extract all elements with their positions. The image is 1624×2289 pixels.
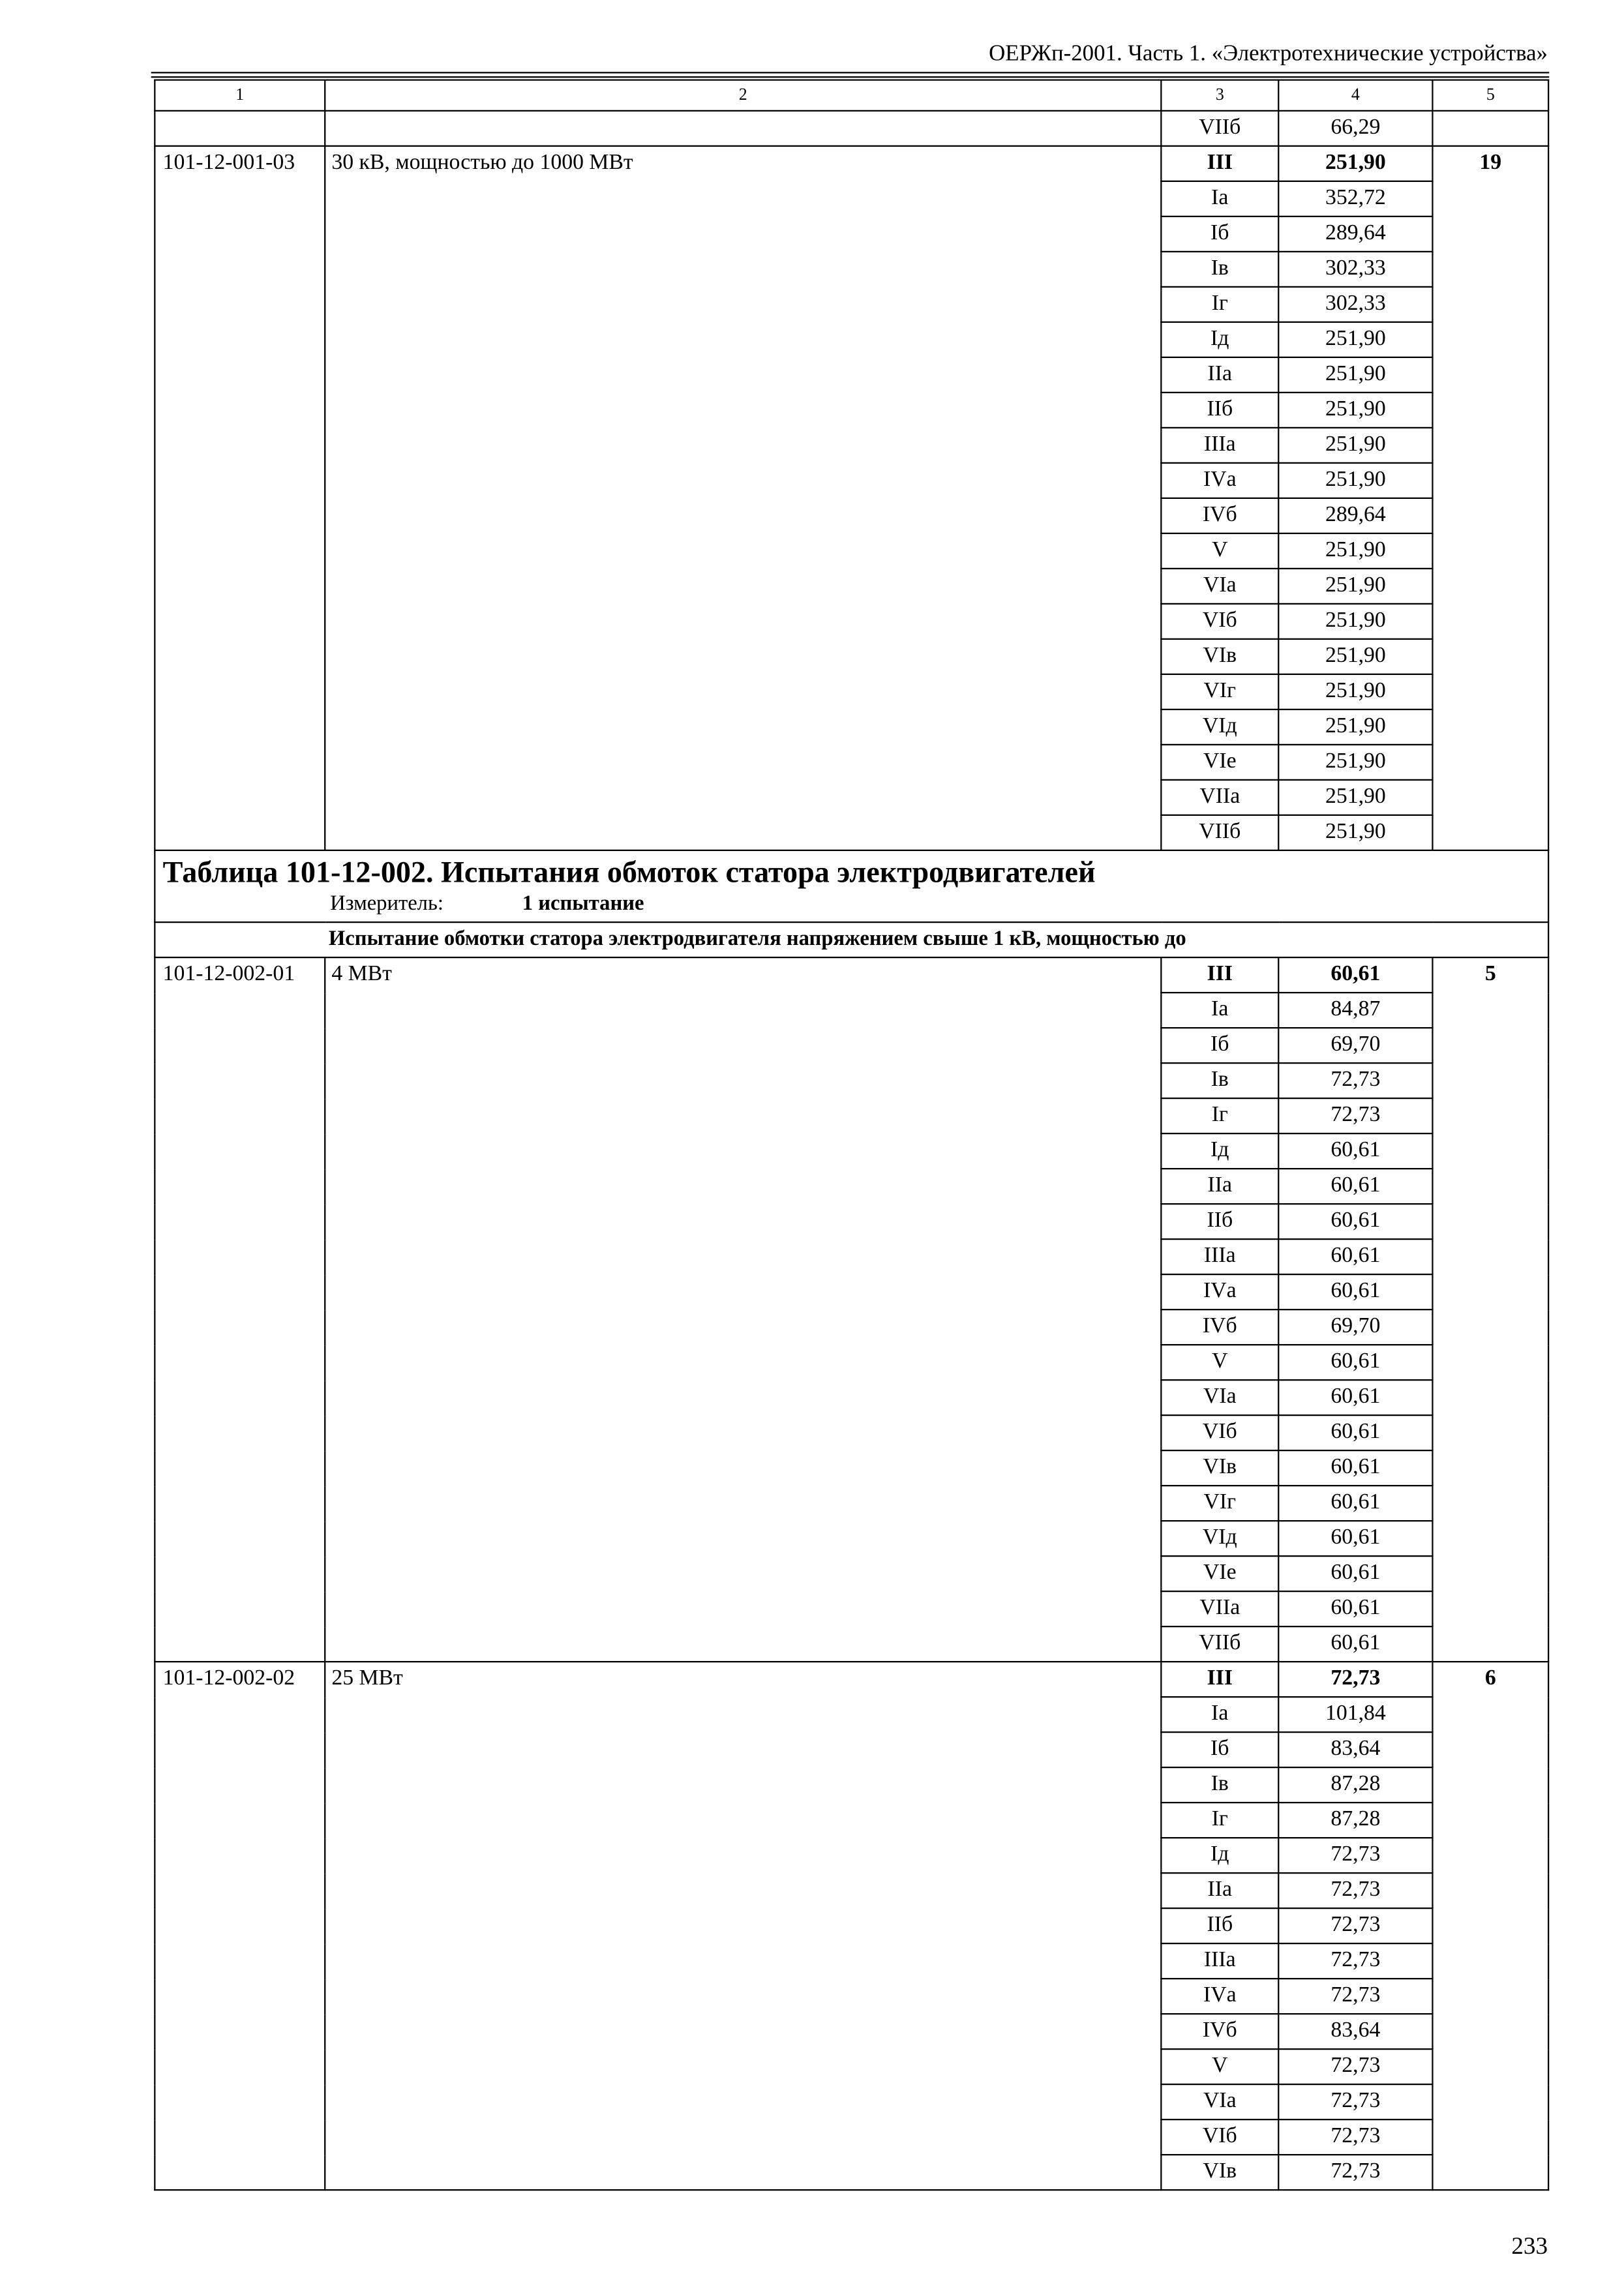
value-cell: 72,73 bbox=[1278, 2084, 1432, 2119]
value-cell: 72,73 bbox=[1278, 1908, 1432, 1943]
value-cell: 251,90 bbox=[1278, 745, 1432, 780]
category-cell: III bbox=[1161, 1662, 1278, 1697]
category-cell: Iд bbox=[1161, 1838, 1278, 1873]
category-cell: Iд bbox=[1161, 1133, 1278, 1169]
column-number: 1 bbox=[155, 80, 325, 111]
value-cell: 251,90 bbox=[1278, 146, 1432, 181]
category-cell: VIе bbox=[1161, 745, 1278, 780]
category-cell: Iв bbox=[1161, 1063, 1278, 1098]
value-cell: 251,90 bbox=[1278, 463, 1432, 498]
category-cell: Iб bbox=[1161, 217, 1278, 252]
value-cell: 251,90 bbox=[1278, 780, 1432, 815]
category-cell: Iв bbox=[1161, 1767, 1278, 1803]
code-cell: 101-12-002-02 bbox=[155, 1662, 325, 2190]
meter-label: Измеритель: bbox=[330, 892, 444, 916]
table-caption-cell bbox=[155, 850, 1548, 922]
value-cell: 69,70 bbox=[1278, 1028, 1432, 1063]
category-cell: IIа bbox=[1161, 357, 1278, 393]
category-cell: VIг bbox=[1161, 1486, 1278, 1521]
value-cell: 101,84 bbox=[1278, 1697, 1432, 1732]
category-cell: VIIб bbox=[1161, 815, 1278, 850]
page-number: 233 bbox=[1511, 2232, 1548, 2260]
description-cell bbox=[325, 111, 1161, 146]
description-cell: 30 кВ, мощностью до 1000 МВт bbox=[325, 146, 1161, 850]
category-cell: VIб bbox=[1161, 2119, 1278, 2155]
value-cell: 251,90 bbox=[1278, 569, 1432, 604]
value-cell: 83,64 bbox=[1278, 2014, 1432, 2049]
price-table bbox=[154, 80, 1549, 2191]
value-cell: 60,61 bbox=[1278, 1345, 1432, 1380]
meter-value: 1 испытание bbox=[522, 892, 644, 916]
value-cell: 289,64 bbox=[1278, 498, 1432, 533]
value-cell: 60,61 bbox=[1278, 1450, 1432, 1486]
column-number: 2 bbox=[325, 80, 1161, 111]
value-cell: 302,33 bbox=[1278, 287, 1432, 322]
column-number: 5 bbox=[1432, 80, 1548, 111]
category-cell: VIIб bbox=[1161, 1626, 1278, 1662]
value-cell: 251,90 bbox=[1278, 357, 1432, 393]
value-cell: 251,90 bbox=[1278, 428, 1432, 463]
value-cell: 60,61 bbox=[1278, 1521, 1432, 1556]
category-cell: IVа bbox=[1161, 1274, 1278, 1309]
category-cell: V bbox=[1161, 1345, 1278, 1380]
value-cell: 302,33 bbox=[1278, 252, 1432, 287]
category-cell: Iв bbox=[1161, 252, 1278, 287]
category-cell: V bbox=[1161, 2049, 1278, 2084]
category-cell: VIIа bbox=[1161, 1591, 1278, 1626]
column-number: 3 bbox=[1161, 80, 1278, 111]
table-title: Таблица 101-12-002. Испытания обмоток статора электродвигателей bbox=[162, 857, 1096, 890]
value-cell: 60,61 bbox=[1278, 1626, 1432, 1662]
column-number: 4 bbox=[1278, 80, 1432, 111]
category-cell: VIв bbox=[1161, 639, 1278, 674]
value-cell: 251,90 bbox=[1278, 322, 1432, 357]
value-cell: 60,61 bbox=[1278, 1486, 1432, 1521]
total-cell: 6 bbox=[1432, 1662, 1548, 2190]
category-cell: IIб bbox=[1161, 393, 1278, 428]
value-cell: 251,90 bbox=[1278, 393, 1432, 428]
code-cell bbox=[155, 111, 325, 146]
header-rule bbox=[151, 76, 1550, 78]
section-title-row bbox=[155, 922, 1548, 957]
value-cell: 60,61 bbox=[1278, 1591, 1432, 1626]
description-cell: 25 МВт bbox=[325, 1662, 1161, 2190]
code-cell: 101-12-001-03 bbox=[155, 146, 325, 850]
value-cell: 289,64 bbox=[1278, 217, 1432, 252]
value-cell: 72,73 bbox=[1278, 1979, 1432, 2014]
value-cell: 66,29 bbox=[1278, 111, 1432, 146]
category-cell: VIг bbox=[1161, 674, 1278, 710]
value-cell: 251,90 bbox=[1278, 815, 1432, 850]
code-cell: 101-12-002-01 bbox=[155, 957, 325, 1662]
value-cell: 60,61 bbox=[1278, 957, 1432, 993]
category-cell: VIв bbox=[1161, 2155, 1278, 2190]
value-cell: 72,73 bbox=[1278, 1063, 1432, 1098]
value-cell: 251,90 bbox=[1278, 604, 1432, 639]
value-cell: 352,72 bbox=[1278, 181, 1432, 217]
category-cell: IVб bbox=[1161, 2014, 1278, 2049]
category-cell: VIа bbox=[1161, 2084, 1278, 2119]
continuation-row bbox=[155, 111, 1548, 146]
category-cell: VIа bbox=[1161, 1380, 1278, 1415]
category-cell: IIIа bbox=[1161, 1943, 1278, 1979]
value-cell: 69,70 bbox=[1278, 1309, 1432, 1345]
category-cell: Iа bbox=[1161, 993, 1278, 1028]
category-cell: Iг bbox=[1161, 287, 1278, 322]
value-cell: 251,90 bbox=[1278, 710, 1432, 745]
total-cell bbox=[1432, 111, 1548, 146]
value-cell: 251,90 bbox=[1278, 639, 1432, 674]
category-cell: IVа bbox=[1161, 463, 1278, 498]
value-cell: 60,61 bbox=[1278, 1169, 1432, 1204]
category-cell: III bbox=[1161, 146, 1278, 181]
value-cell: 251,90 bbox=[1278, 674, 1432, 710]
total-cell: 5 bbox=[1432, 957, 1548, 1662]
running-header: ОЕРЖп-2001. Часть 1. «Электротехнические устройства» bbox=[989, 41, 1548, 67]
category-cell: IVб bbox=[1161, 498, 1278, 533]
section-title: Испытание обмотки статора электродвигателя напряжением свыше 1 кВ, мощностью до bbox=[155, 922, 1548, 957]
category-cell: Iд bbox=[1161, 322, 1278, 357]
value-cell: 72,73 bbox=[1278, 1873, 1432, 1908]
category-cell: IIIа bbox=[1161, 1239, 1278, 1274]
category-cell: IIа bbox=[1161, 1873, 1278, 1908]
value-cell: 60,61 bbox=[1278, 1204, 1432, 1239]
category-cell: VIб bbox=[1161, 1415, 1278, 1450]
value-cell: 60,61 bbox=[1278, 1415, 1432, 1450]
value-cell: 60,61 bbox=[1278, 1380, 1432, 1415]
category-cell: Iб bbox=[1161, 1028, 1278, 1063]
value-cell: 60,61 bbox=[1278, 1274, 1432, 1309]
category-cell: VIIа bbox=[1161, 780, 1278, 815]
value-cell: 251,90 bbox=[1278, 533, 1432, 569]
category-cell: V bbox=[1161, 533, 1278, 569]
price-table-body bbox=[155, 80, 1548, 2191]
category-cell: VIе bbox=[1161, 1556, 1278, 1591]
category-cell: IVа bbox=[1161, 1979, 1278, 2014]
description-cell: 4 МВт bbox=[325, 957, 1161, 1662]
category-cell: III bbox=[1161, 957, 1278, 993]
category-cell: VIа bbox=[1161, 569, 1278, 604]
category-cell: VIIб bbox=[1161, 111, 1278, 146]
value-cell: 72,73 bbox=[1278, 1098, 1432, 1133]
table-caption-row bbox=[155, 850, 1548, 922]
table-row bbox=[155, 146, 1548, 181]
meter-line bbox=[163, 892, 1541, 917]
category-cell: Iг bbox=[1161, 1803, 1278, 1838]
total-cell: 19 bbox=[1432, 146, 1548, 850]
value-cell: 60,61 bbox=[1278, 1556, 1432, 1591]
category-cell: IIб bbox=[1161, 1908, 1278, 1943]
column-number-row bbox=[155, 80, 1548, 111]
category-cell: Iа bbox=[1161, 1697, 1278, 1732]
category-cell: Iг bbox=[1161, 1098, 1278, 1133]
header-rule bbox=[151, 72, 1550, 73]
value-cell: 72,73 bbox=[1278, 1943, 1432, 1979]
value-cell: 84,87 bbox=[1278, 993, 1432, 1028]
value-cell: 60,61 bbox=[1278, 1133, 1432, 1169]
value-cell: 87,28 bbox=[1278, 1803, 1432, 1838]
value-cell: 83,64 bbox=[1278, 1732, 1432, 1767]
category-cell: VIв bbox=[1161, 1450, 1278, 1486]
value-cell: 72,73 bbox=[1278, 1838, 1432, 1873]
category-cell: Iа bbox=[1161, 181, 1278, 217]
category-cell: VIб bbox=[1161, 604, 1278, 639]
category-cell: IIIа bbox=[1161, 428, 1278, 463]
value-cell: 72,73 bbox=[1278, 1662, 1432, 1697]
category-cell: VIд bbox=[1161, 1521, 1278, 1556]
value-cell: 87,28 bbox=[1278, 1767, 1432, 1803]
value-cell: 72,73 bbox=[1278, 2155, 1432, 2190]
category-cell: IIа bbox=[1161, 1169, 1278, 1204]
table-row bbox=[155, 1662, 1548, 1697]
category-cell: Iб bbox=[1161, 1732, 1278, 1767]
category-cell: VIд bbox=[1161, 710, 1278, 745]
category-cell: IIб bbox=[1161, 1204, 1278, 1239]
category-cell: IVб bbox=[1161, 1309, 1278, 1345]
table-row bbox=[155, 957, 1548, 993]
value-cell: 72,73 bbox=[1278, 2049, 1432, 2084]
value-cell: 72,73 bbox=[1278, 2119, 1432, 2155]
value-cell: 60,61 bbox=[1278, 1239, 1432, 1274]
